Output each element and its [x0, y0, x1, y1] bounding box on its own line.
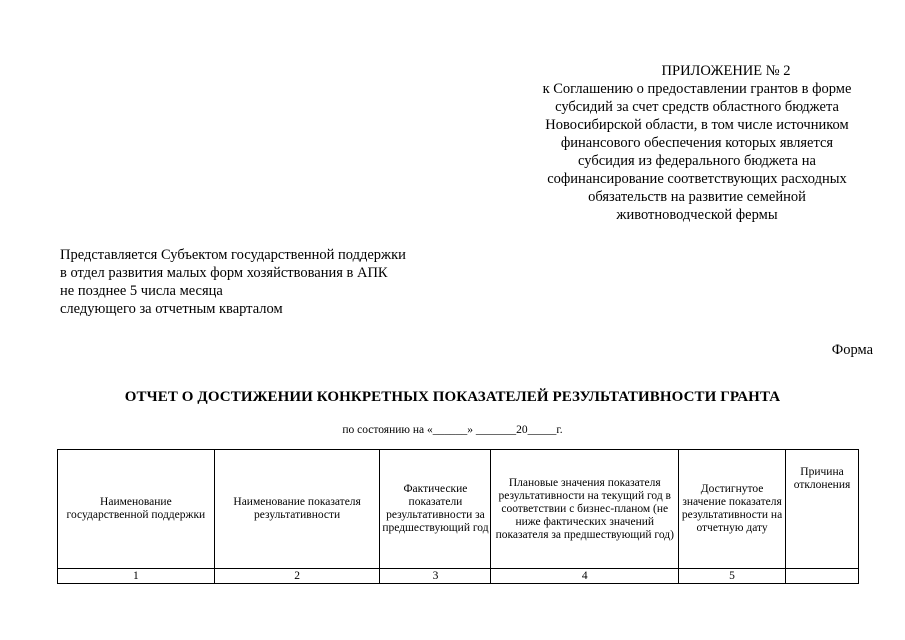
appendix-line: субсидий за счет средств областного бюджета	[555, 99, 839, 115]
header-deviation-reason: Причина отклонения	[786, 450, 859, 569]
appendix-line: обязательств на развитие семейной	[588, 189, 806, 205]
appendix-line: животноводческой фермы	[616, 207, 778, 223]
column-number: 4	[491, 569, 679, 584]
column-number	[786, 569, 859, 584]
appendix-line: Новосибирской области, в том числе источником	[545, 117, 849, 133]
header-support-name: Наименование государственной поддержки	[58, 450, 215, 569]
as-of-date-line: по состоянию на «______» _______20_____г.	[342, 424, 563, 436]
submission-line: следующего за отчетным кварталом	[60, 301, 283, 317]
appendix-number: ПРИЛОЖЕНИЕ № 2	[661, 63, 791, 79]
report-title: ОТЧЕТ О ДОСТИЖЕНИИ КОНКРЕТНЫХ ПОКАЗАТЕЛЕЙ РЕЗУЛЬТАТИВНОСТИ ГРАНТА	[124, 389, 781, 405]
appendix-line: софинансирование соответствующих расходных	[547, 171, 847, 187]
header-planned-current-year: Плановые значения показателя результативности на текущий год в соответствии с бизнес-планом (не ниже фактических значений показателя за предшествующий год)	[491, 450, 679, 569]
indicators-table	[57, 449, 859, 584]
submission-line: в отдел развития малых форм хозяйствования в АПК	[60, 265, 388, 281]
appendix-line: финансового обеспечения которых является	[560, 135, 834, 151]
table-row	[58, 569, 859, 584]
header-indicator-name: Наименование показателя результативности	[214, 450, 380, 569]
submission-line: Представляется Субъектом государственной поддержки	[60, 247, 406, 263]
column-number: 3	[380, 569, 491, 584]
submission-line: не позднее 5 числа месяца	[60, 283, 223, 299]
appendix-line: к Соглашению о предоставлении грантов в форме	[542, 81, 852, 97]
appendix-block	[528, 62, 866, 224]
submission-note	[60, 246, 406, 318]
form-label: Форма	[831, 342, 873, 358]
column-number: 1	[58, 569, 215, 584]
column-number: 5	[679, 569, 786, 584]
column-number: 2	[214, 569, 380, 584]
header-achieved-value: Достигнутое значение показателя результативности на отчетную дату	[679, 450, 786, 569]
table-header-row	[58, 450, 859, 569]
appendix-line: субсидия из федерального бюджета на	[578, 153, 816, 169]
header-actual-previous-year: Фактические показатели результативности за предшествующий год	[380, 450, 491, 569]
